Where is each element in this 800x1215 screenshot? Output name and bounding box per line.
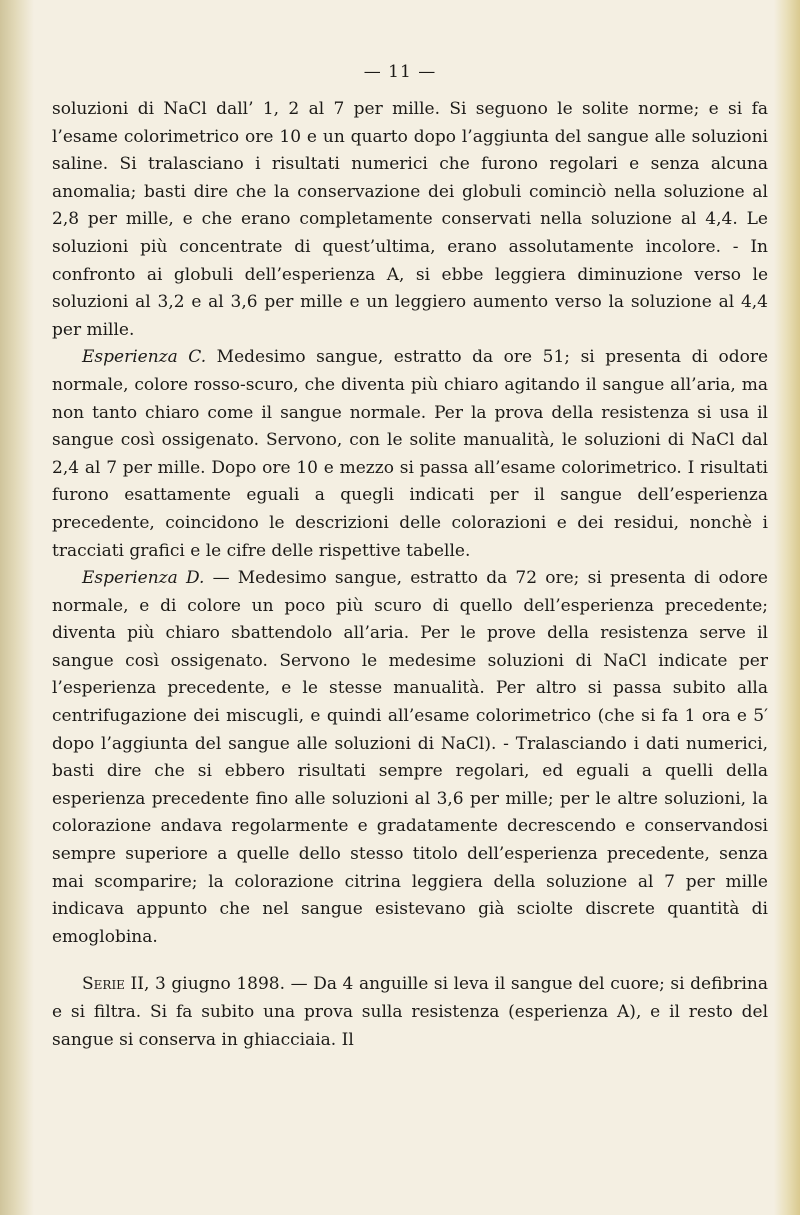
paragraph-4-heading: Serie II, <box>82 974 150 995</box>
page-edge-shadow-right <box>774 0 800 1215</box>
page-edge-shadow-left <box>0 0 34 1215</box>
paragraph-2-text: Medesimo sangue, estratto da ore 51; si presenta di odore normale, colore rosso-scuro, che diventa più chiaro agitando il sangue all’aria, ma non tanto chiaro come il sangue normale. Per la prova della resistenza si usa il sangue così ossigenato. Servono, con le solite manualità, le soluzioni di NaCl dal 2,4 al 7 per mille. Dopo ore 10 e mezzo si passa all’esame colorimetrico. I risultati furono esattamente eguali a quegli indicati per il sangue dell’esperienza precedente, coincidono le descrizioni delle colorazioni e dei residui, nonchè i tracciati grafici e le cifre delle rispettive tabelle. <box>52 347 769 561</box>
paragraph-esperienza-d <box>52 565 768 951</box>
paragraph-3-heading: Esperienza D. <box>82 568 205 589</box>
paragraph-1 <box>52 96 768 344</box>
paragraph-3-text: — Medesimo sangue, estratto da 72 ore; si presenta di odore normale, e di colore un poco più scuro di quello dell’esperienza precedente; diventa più chiaro sbattendolo all’aria. Per le prove della resistenza serve il sangue così ossigenato. Servono le medesime soluzioni di NaCl indicate per l’esperienza precedente, e le stesse manualità. Per altro si passa subito alla centrifugazione dei miscugli, e quindi all’esame colorimetrico (che si fa 1 ora e 5′ dopo l’aggiunta del sangue alle soluzioni di NaCl). - Tralasciando i dati numerici, basti dire che si ebbero risultati sempre regolari, ed eguali a quelli della esperienza precedente fino alle soluzioni al 3,6 per mille; per le altre soluzioni, la colorazione andava regolarmente e gradatamente decrescendo e conservandosi sempre superiore a quelle dello stesso titolo dell’esperienza precedente, senza mai scomparire; la colorazione citrina leggiera della soluzione al 7 per mille indicava appunto che nel sangue esistevano già sciolte discrete quantità di emoglobina. <box>52 568 768 947</box>
page-number: — 11 — <box>363 62 437 82</box>
body-text <box>52 96 768 1054</box>
paragraph-esperienza-c <box>52 344 768 565</box>
paragraph-4-text: 3 giugno 1898. — Da 4 anguille si leva il sangue del cuore; si defibrina e si filtra. Si fa subito una prova sulla resistenza (esperienza A), e il resto del sangue si conserva in ghiacciaia. Il <box>52 974 768 1050</box>
paragraph-2-heading: Esperienza C. <box>82 347 207 368</box>
paragraph-serie-ii <box>52 971 768 1054</box>
paragraph-1-text: soluzioni di NaCl dall’ 1, 2 al 7 per mille. Si seguono le solite norme; e si fa l’esame colorimetrico ore 10 e un quarto dopo l’aggiunta del sangue alle soluzioni saline. Si tralasciano i risultati numerici che furono regolari e senza alcuna anomalia; basti dire che la conservazione dei globuli cominciò nella soluzione al 2,8 per mille, e che erano completamente conservati nella soluzione al 4,4. Le soluzioni più concentrate di quest’ultima, erano assolutamente incolore. - In confronto ai globuli dell’esperienza A, si ebbe leggiera diminuzione verso le soluzioni al 3,2 e al 3,6 per mille e un leggiero aumento verso la soluzione al 4,4 per mille. <box>52 99 768 340</box>
